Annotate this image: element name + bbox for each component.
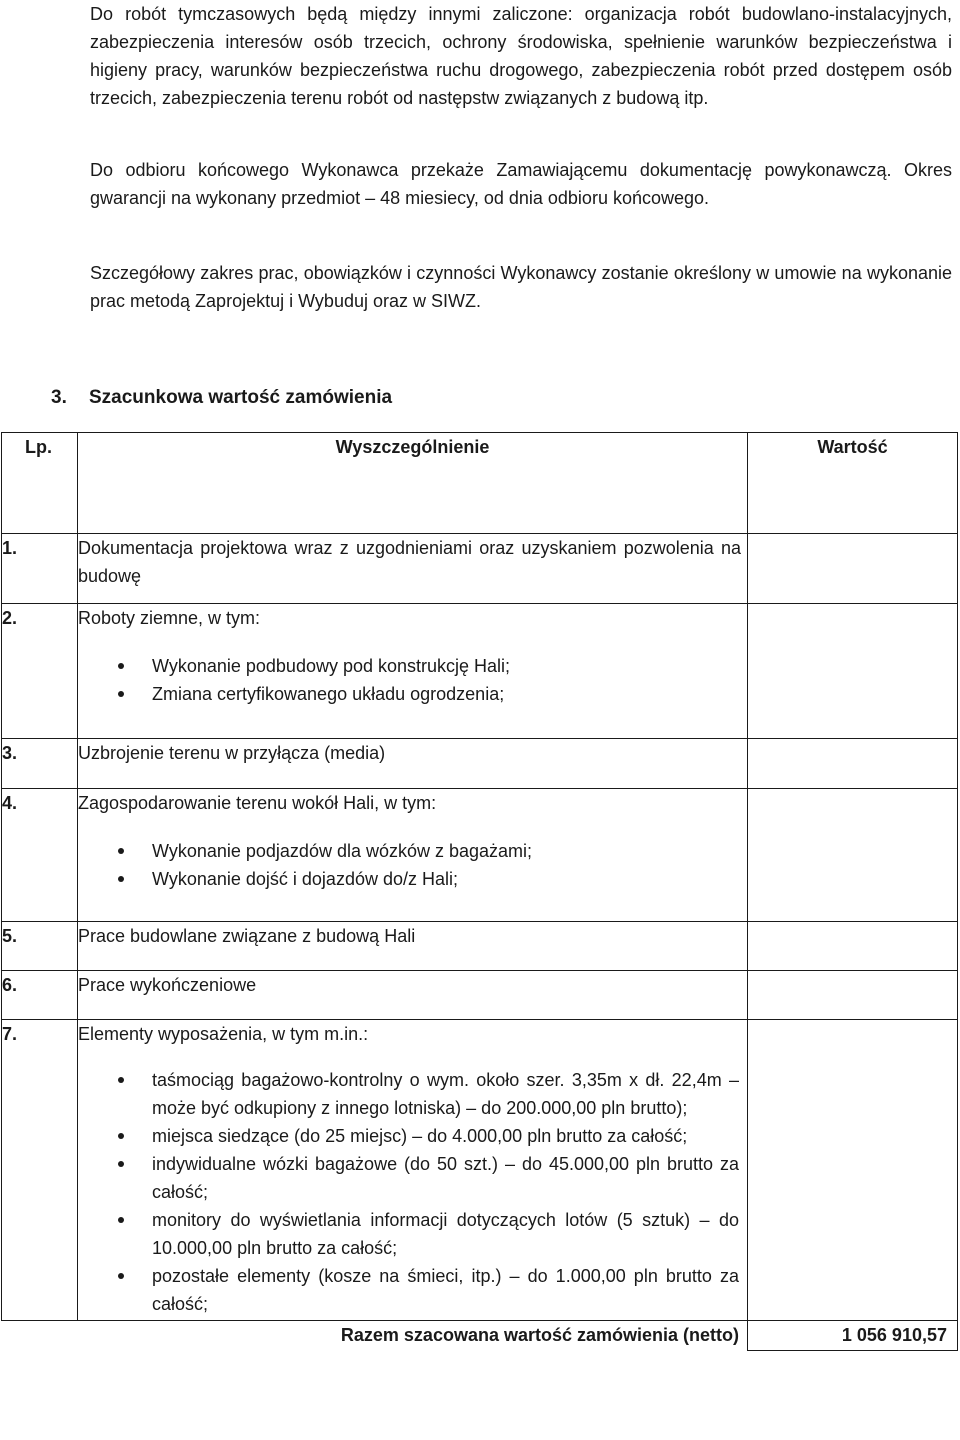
row-number: 2. (2, 604, 78, 739)
section-title: Szacunkowa wartość zamówienia (89, 387, 393, 408)
estimate-table (1, 432, 958, 1351)
paragraph-temporary-works: Do robót tymczasowych będą między innymi zaliczone: organizacja robót budowlano-instalacyjnych, zabezpieczenia interesów osób trzecich, ochrony środowiska, spełnienie warunków bezpieczeństwa i higieny pracy, warunków bezpieczeństwa ruchu drogowego, zabezpieczenia robót przed dostępem osób trzecich, zabezpieczenia terenu robót od następstw związanych z budową itp. (90, 4, 952, 108)
row-text: Zagospodarowanie terenu wokół Hali, w tym: (78, 793, 437, 813)
row-description (78, 604, 748, 739)
section-heading (51, 384, 392, 412)
row-value (748, 922, 958, 971)
table-row (2, 971, 958, 1020)
row-number: 1. (2, 534, 78, 604)
list-item: Wykonanie dojść i dojazdów do/z Hali; (78, 865, 747, 893)
row-description (78, 1020, 748, 1321)
row-value (748, 1020, 958, 1321)
total-value: 1 056 910,57 (748, 1321, 958, 1351)
paragraph-scope: Szczegółowy zakres prac, obowiązków i czynności Wykonawcy zostanie określony w umowie na wykonanie prac metodą Zaprojektuj i Wybuduj oraz w SIWZ. (90, 263, 952, 311)
row-value (748, 971, 958, 1020)
table-row (2, 1020, 958, 1321)
table-header-row (2, 433, 958, 534)
row-description (78, 534, 748, 604)
row-description (78, 789, 748, 922)
section-number: 3. (51, 387, 67, 408)
list-item: Wykonanie podjazdów dla wózków z bagażami; (78, 837, 747, 865)
row-number: 5. (2, 922, 78, 971)
list-item: monitory do wyświetlania informacji dotyczących lotów (5 sztuk) – do 10.000,00 pln brutto za całość; (78, 1206, 747, 1262)
row-description (78, 739, 748, 789)
row-text: Uzbrojenie terenu w przyłącza (media) (78, 743, 386, 763)
header-lp: Lp. (2, 433, 78, 534)
row-text: Prace wykończeniowe (78, 975, 257, 995)
row-value (748, 789, 958, 922)
row-text: Elementy wyposażenia, w tym m.in.: (78, 1024, 369, 1044)
row-number: 7. (2, 1020, 78, 1321)
list-item: miejsca siedzące (do 25 miejsc) – do 4.000,00 pln brutto za całość; (78, 1122, 747, 1150)
list-item: pozostałe elementy (kosze na śmieci, itp.) – do 1.000,00 pln brutto za całość; (78, 1262, 747, 1318)
list-item: indywidualne wózki bagażowe (do 50 szt.) – do 45.000,00 pln brutto za całość; (78, 1150, 747, 1206)
table-row (2, 922, 958, 971)
row-value (748, 739, 958, 789)
table-row (2, 534, 958, 604)
paragraph-final-acceptance: Do odbioru końcowego Wykonawca przekaże Zamawiającemu dokumentację powykonawczą. Okres gwarancji na wykonany przedmiot – 48 miesiecy, od dnia odbioru końcowego. (90, 160, 952, 208)
list-item: Zmiana certyfikowanego układu ogrodzenia; (78, 680, 747, 708)
row-value (748, 534, 958, 604)
row-text: Dokumentacja projektowa wraz z uzgodnieniami oraz uzyskaniem pozwolenia na budowę (78, 538, 741, 586)
row-description (78, 922, 748, 971)
row-number: 4. (2, 789, 78, 922)
row-number: 6. (2, 971, 78, 1020)
list-item: taśmociąg bagażowo-kontrolny o wym. około szer. 3,35m x dł. 22,4m – może być odkupiony z innego lotniska) – do 200.000,00 pln brutto); (78, 1066, 747, 1122)
table-row (2, 604, 958, 739)
total-label: Razem szacowana wartość zamówienia (netto) (78, 1321, 748, 1351)
list-item: Wykonanie podbudowy pod konstrukcję Hali; (78, 652, 747, 680)
row-value (748, 604, 958, 739)
total-row (2, 1321, 958, 1351)
row-text: Roboty ziemne, w tym: (78, 608, 261, 628)
header-value: Wartość (748, 433, 958, 534)
row-number: 3. (2, 739, 78, 789)
row-description (78, 971, 748, 1020)
header-description: Wyszczególnienie (78, 433, 748, 534)
table-row (2, 739, 958, 789)
row-text: Prace budowlane związane z budową Hali (78, 926, 416, 946)
table-row (2, 789, 958, 922)
